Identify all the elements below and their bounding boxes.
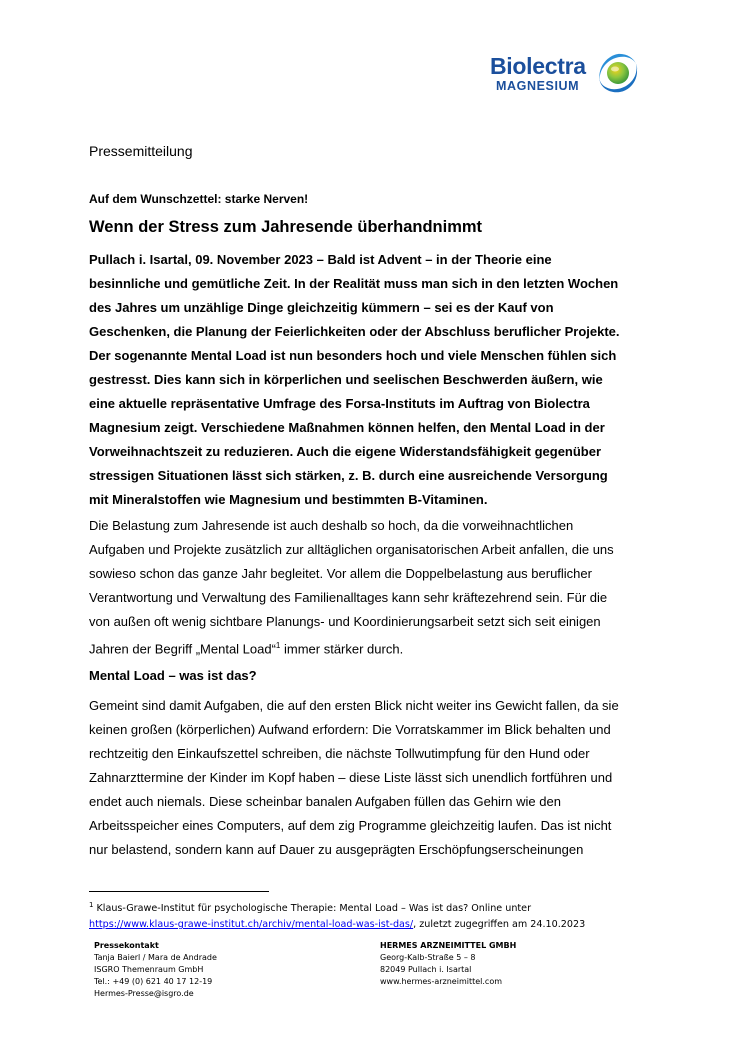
press-contact-line: ISGRO Themenraum GmbH — [94, 965, 204, 974]
lead-line: stressigen Situationen lässt sich stärken, z. B. durch eine ausreichende Versorgung — [89, 468, 608, 483]
press-contact-email[interactable]: Hermes-Presse@isgro.de — [94, 989, 194, 998]
footnote — [89, 897, 585, 933]
logo-sub-text: MAGNESIUM — [496, 79, 580, 93]
footnote-line-2 — [89, 917, 585, 933]
company-address-line: 82049 Pullach i. Isartal — [380, 965, 472, 974]
lead-line: eine aktuelle repräsentative Umfrage des Forsa-Instituts im Auftrag von Biolectra — [89, 396, 590, 411]
body-paragraph-2 — [89, 694, 669, 862]
company-website[interactable]: www.hermes-arzneimittel.com — [380, 977, 503, 986]
headline: Wenn der Stress zum Jahresende überhandnimmt — [89, 218, 483, 236]
section-heading: Mental Load – was ist das? — [89, 668, 257, 683]
company-contact — [380, 940, 516, 988]
lead-line: des Jahres um unzählige Dinge gleichzeitig kümmern – sei es der Kauf von — [89, 300, 554, 315]
press-contact-line: Tanja Baierl / Mara de Andrade — [94, 953, 217, 962]
footnote-mark: 1 — [89, 901, 94, 909]
lead-line: Pullach i. Isartal, 09. November 2023 – Bald ist Advent – in der Theorie eine — [89, 252, 552, 267]
footnote-link[interactable]: https://www.klaus-grawe-institut.ch/archiv/mental-load-was-ist-das/ — [89, 919, 414, 931]
body-line: nur belastend, sondern kann auf Dauer zu ausgeprägten Erschöpfungserscheinungen — [89, 842, 584, 857]
press-contact-heading: Pressekontakt — [94, 941, 159, 950]
kicker: Auf dem Wunschzettel: starke Nerven! — [89, 192, 309, 206]
logo-brand-text: Biolectra — [490, 53, 586, 79]
lead-line: Magnesium zeigt. Verschiedene Maßnahmen können helfen, den Mental Load in der — [89, 420, 605, 435]
footnote-text: Klaus-Grawe-Institut für psychologische Therapie: Mental Load – Was ist das? Online unter — [93, 903, 532, 915]
lead-line: besinnliche und gemütliche Zeit. In der Realität muss man sich in den letzten Wochen — [89, 276, 619, 291]
lead-paragraph — [89, 248, 669, 512]
lead-line: Geschenken, die Planung der Feierlichkeiten oder der Abschluss beruflicher Projekte. — [89, 324, 620, 339]
footnote-suffix: , zuletzt zugegriffen am 24.10.2023 — [413, 919, 586, 931]
footnote-divider — [89, 891, 269, 892]
press-contact — [94, 940, 217, 1000]
body-line: sowieso schon das ganze Jahr begleitet. Vor allem die Doppelbelastung aus beruflicher — [89, 566, 592, 581]
body-line-text: Jahren der Begriff „Mental Load“ — [89, 641, 276, 657]
footnote-reference[interactable]: 1 — [275, 641, 281, 650]
lead-line: mit Mineralstoffen wie Magnesium und bestimmten B-Vitaminen. — [89, 492, 488, 507]
lead-line: gestresst. Dies kann sich in körperlichen und seelischen Beschwerden äußern, wie — [89, 372, 603, 387]
body-line: Aufgaben und Projekte zusätzlich zur alltäglichen organisatorischen Arbeit anfallen, die uns — [89, 542, 614, 557]
lead-line: Vorweihnachtszeit zu reduzieren. Auch die eigene Widerstandsfähigkeit gegenüber — [89, 444, 602, 459]
magnesium-ball-icon — [596, 51, 640, 95]
body-line: Die Belastung zum Jahresende ist auch deshalb so hoch, da die vorweihnachtlichen — [89, 518, 574, 533]
body-line: von außen oft wenig sichtbare Planungs- und Koordinierungsarbeit setzt sich seit einigen — [89, 614, 601, 629]
body-line: Arbeitsspeicher eines Computers, auf dem zig Programme gleichzeitig laufen. Das ist nicht — [89, 818, 612, 833]
document-type-label: Pressemitteilung — [89, 143, 193, 159]
footnote-line-1 — [89, 897, 585, 917]
body-line: rechtzeitig den Einkaufszettel schreiben, die nächste Tollwutimpfung für den Hund oder — [89, 746, 590, 761]
body-line: endet auch niemals. Diese scheinbar banalen Aufgaben füllen das Gehirn wie den — [89, 794, 561, 809]
body-line-last — [89, 634, 669, 661]
biolectra-logo — [490, 50, 660, 100]
company-address-line: Georg-Kalb-Straße 5 – 8 — [380, 953, 476, 962]
body-line: keinen großen (körperlichen) Aufwand erfordern: Die Vorratskammer im Blick behalten und — [89, 722, 611, 737]
company-name: HERMES ARZNEIMITTEL GMBH — [380, 941, 517, 950]
body-line: Zahnarzttermine der Kinder im Kopf haben – diese Liste lässt sich unendlich fortführen und — [89, 770, 613, 785]
body-paragraph-1 — [89, 514, 669, 661]
body-line-text: immer stärker durch. — [280, 641, 404, 657]
press-contact-line: Tel.: +49 (0) 621 40 17 12-19 — [94, 977, 213, 986]
lead-line: Der sogenannte Mental Load ist nun besonders hoch und viele Menschen fühlen sich — [89, 348, 617, 363]
body-line: Verantwortung und Verwaltung des Familienalltages kann sehr kräftezehrend sein. Für die — [89, 590, 608, 605]
body-line: Gemeint sind damit Aufgaben, die auf den ersten Blick nicht weiter ins Gewicht fallen, da sie — [89, 698, 619, 713]
